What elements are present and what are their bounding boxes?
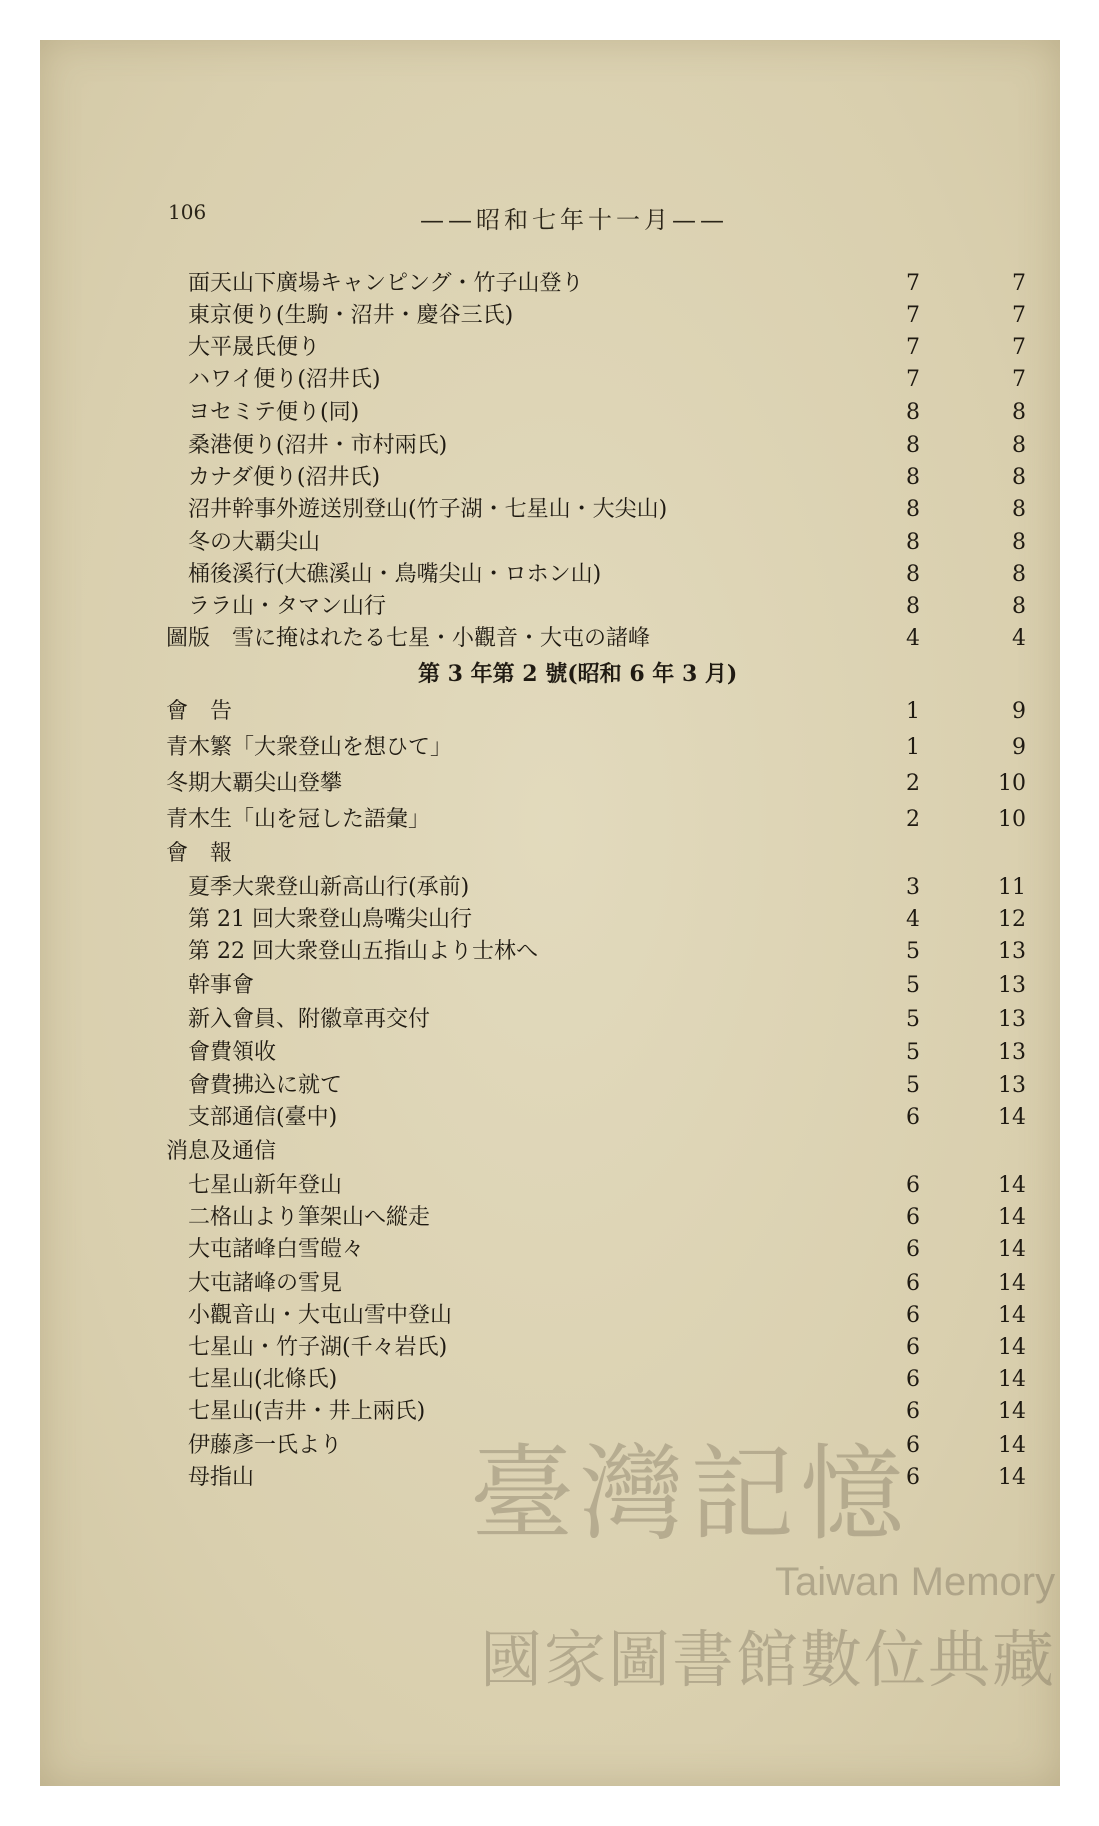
entry-title: 支部通信(臺中) bbox=[188, 1105, 338, 1130]
entry-title: 大屯諸峰白雪皚々 bbox=[188, 1237, 365, 1262]
entry-page-issue: 8 bbox=[906, 497, 920, 522]
toc-entry bbox=[40, 1266, 1060, 1302]
entry-title: 冬の大覇尖山 bbox=[188, 530, 321, 555]
page-number: 106 bbox=[168, 200, 207, 224]
toc-entry bbox=[40, 934, 1060, 970]
entry-title: ハワイ便り(沼井氏) bbox=[188, 367, 381, 392]
entry-page-cumulative: 9 bbox=[1012, 735, 1026, 760]
toc-entry bbox=[40, 525, 1060, 561]
toc-entry bbox=[40, 802, 1060, 838]
watermark-title: 臺灣記憶 bbox=[470, 1433, 911, 1555]
entry-page-issue: 8 bbox=[906, 562, 920, 587]
entry-title: 夏季大衆登山新高山行(承前) bbox=[188, 875, 470, 900]
entry-page-issue: 6 bbox=[906, 1303, 920, 1328]
entry-title: 青木生「山を冠した語彙」 bbox=[166, 807, 431, 832]
entry-page-cumulative: 13 bbox=[998, 939, 1026, 964]
entry-title: 冬期大覇尖山登攀 bbox=[166, 771, 343, 796]
entry-page-issue: 8 bbox=[906, 465, 920, 490]
entry-page-cumulative: 14 bbox=[998, 1303, 1026, 1328]
entry-page-cumulative: 8 bbox=[1012, 497, 1026, 522]
scanned-page bbox=[40, 40, 1060, 1786]
toc-entry bbox=[40, 621, 1060, 657]
entry-title: 幹事會 bbox=[188, 973, 255, 998]
entry-title: 七星山(北條氏) bbox=[188, 1367, 338, 1392]
entry-title: カナダ便り(沼井氏) bbox=[188, 465, 381, 490]
entry-title: 大屯諸峰の雪見 bbox=[188, 1271, 343, 1296]
toc-entry bbox=[40, 1134, 1060, 1170]
toc-entry bbox=[40, 330, 1060, 366]
toc-entry bbox=[40, 1394, 1060, 1430]
entry-page-issue: 6 bbox=[906, 1237, 920, 1262]
toc-entry bbox=[40, 902, 1060, 938]
entry-page-cumulative: 10 bbox=[998, 807, 1026, 832]
entry-page-cumulative: 8 bbox=[1012, 562, 1026, 587]
running-head: ——昭和七年十一月—— bbox=[420, 206, 728, 234]
entry-title: 七星山(吉井・井上兩氏) bbox=[188, 1399, 426, 1424]
entry-page-cumulative: 10 bbox=[998, 771, 1026, 796]
entry-page-cumulative: 14 bbox=[998, 1237, 1026, 1262]
toc-entry bbox=[40, 1035, 1060, 1071]
toc-entry bbox=[40, 730, 1060, 766]
entry-title: 第 22 回大衆登山五指山より士林へ bbox=[188, 939, 538, 964]
toc-entry bbox=[40, 836, 1060, 872]
entry-page-issue: 2 bbox=[906, 771, 920, 796]
entry-title: ヨセミテ便り(同) bbox=[188, 400, 360, 425]
entry-page-cumulative: 9 bbox=[1012, 699, 1026, 724]
toc-entry bbox=[40, 1232, 1060, 1268]
entry-page-issue: 7 bbox=[906, 335, 920, 360]
entry-title: 七星山・竹子湖(千々岩氏) bbox=[188, 1335, 448, 1360]
entry-page-issue: 5 bbox=[906, 939, 920, 964]
entry-page-cumulative: 14 bbox=[998, 1433, 1026, 1458]
entry-page-issue: 6 bbox=[906, 1367, 920, 1392]
entry-page-cumulative: 7 bbox=[1012, 367, 1026, 392]
toc-entry bbox=[40, 557, 1060, 593]
entry-title: 伊藤彥一氏より bbox=[188, 1433, 343, 1458]
toc-entry bbox=[40, 460, 1060, 496]
entry-page-cumulative: 14 bbox=[998, 1367, 1026, 1392]
entry-page-issue: 8 bbox=[906, 400, 920, 425]
entry-page-cumulative: 13 bbox=[998, 973, 1026, 998]
toc-entry bbox=[40, 968, 1060, 1004]
toc-entry bbox=[40, 1168, 1060, 1204]
toc-entry bbox=[40, 492, 1060, 528]
entry-page-issue: 6 bbox=[906, 1271, 920, 1296]
toc-entry bbox=[40, 1200, 1060, 1236]
toc-entry bbox=[40, 1362, 1060, 1398]
entry-page-cumulative: 14 bbox=[998, 1335, 1026, 1360]
toc-entry bbox=[40, 1298, 1060, 1334]
toc-entry bbox=[40, 1002, 1060, 1038]
entry-page-cumulative: 11 bbox=[998, 875, 1026, 900]
entry-page-issue: 6 bbox=[906, 1205, 920, 1230]
toc-entry bbox=[40, 362, 1060, 398]
entry-page-issue: 6 bbox=[906, 1399, 920, 1424]
entry-page-issue: 7 bbox=[906, 271, 920, 296]
entry-title: 桑港便り(沼井・市村兩氏) bbox=[188, 433, 448, 458]
entry-page-cumulative: 12 bbox=[998, 907, 1026, 932]
entry-page-issue: 1 bbox=[906, 699, 920, 724]
entry-page-cumulative: 7 bbox=[1012, 271, 1026, 296]
entry-page-issue: 6 bbox=[906, 1105, 920, 1130]
entry-page-issue: 5 bbox=[906, 1073, 920, 1098]
entry-page-cumulative: 7 bbox=[1012, 335, 1026, 360]
entry-page-cumulative: 14 bbox=[998, 1205, 1026, 1230]
entry-page-cumulative: 13 bbox=[998, 1073, 1026, 1098]
entry-title: 小觀音山・大屯山雪中登山 bbox=[188, 1303, 453, 1328]
entry-page-issue: 1 bbox=[906, 735, 920, 760]
entry-page-issue: 5 bbox=[906, 973, 920, 998]
entry-title: 新入會員、附徽章再交付 bbox=[188, 1007, 431, 1032]
entry-title: 面天山下廣場キャンピング・竹子山登り bbox=[188, 271, 584, 296]
entry-page-issue: 3 bbox=[906, 875, 920, 900]
entry-title: 會 告 bbox=[166, 699, 233, 724]
entry-page-issue: 7 bbox=[906, 303, 920, 328]
entry-title: 青木繁「大衆登山を想ひて」 bbox=[166, 735, 453, 760]
entry-title: 會費領收 bbox=[188, 1040, 277, 1065]
entry-page-cumulative: 7 bbox=[1012, 303, 1026, 328]
entry-page-issue: 8 bbox=[906, 433, 920, 458]
entry-page-issue: 8 bbox=[906, 594, 920, 619]
entry-title: 會 報 bbox=[166, 841, 233, 866]
entry-page-issue: 6 bbox=[906, 1335, 920, 1360]
entry-page-cumulative: 13 bbox=[998, 1007, 1026, 1032]
watermark-english: Taiwan Memory bbox=[775, 1560, 1056, 1604]
entry-page-cumulative: 8 bbox=[1012, 400, 1026, 425]
entry-page-issue: 6 bbox=[906, 1173, 920, 1198]
entry-title: 第 21 回大衆登山鳥嘴尖山行 bbox=[188, 907, 472, 932]
entry-title: 會費拂込に就て bbox=[188, 1073, 343, 1098]
toc-entry bbox=[40, 1068, 1060, 1104]
entry-page-issue: 7 bbox=[906, 367, 920, 392]
toc-entry bbox=[40, 694, 1060, 730]
entry-page-cumulative: 14 bbox=[998, 1465, 1026, 1490]
toc-entry bbox=[40, 870, 1060, 906]
toc-entry bbox=[40, 1428, 1060, 1464]
watermark-subtitle: 國家圖書館數位典藏 bbox=[480, 1623, 1057, 1696]
entry-page-cumulative: 8 bbox=[1012, 594, 1026, 619]
toc-entry bbox=[40, 589, 1060, 625]
entry-title: 沼井幹事外遊送別登山(竹子湖・七星山・大尖山) bbox=[188, 497, 668, 522]
entry-title: ララ山・タマン山行 bbox=[188, 594, 387, 619]
entry-page-issue: 4 bbox=[906, 907, 920, 932]
toc-entry bbox=[40, 298, 1060, 334]
entry-page-issue: 6 bbox=[906, 1465, 920, 1490]
toc-entry bbox=[40, 266, 1060, 302]
entry-title: 桶後溪行(大礁溪山・鳥嘴尖山・ロホン山) bbox=[188, 562, 602, 587]
entry-title: 消息及通信 bbox=[166, 1139, 277, 1164]
entry-page-cumulative: 13 bbox=[998, 1040, 1026, 1065]
entry-page-cumulative: 4 bbox=[1012, 626, 1026, 651]
entry-page-issue: 8 bbox=[906, 530, 920, 555]
entry-title: 二格山より筆架山へ縱走 bbox=[188, 1205, 431, 1230]
entry-page-cumulative: 14 bbox=[998, 1105, 1026, 1130]
entry-page-cumulative: 8 bbox=[1012, 530, 1026, 555]
toc-entry bbox=[40, 395, 1060, 431]
entry-title: 圖版 雪に掩はれたる七星・小觀音・大屯の諸峰 bbox=[166, 626, 651, 651]
issue-heading-text: 第 3 年第 2 號(昭和 6 年 3 月) bbox=[418, 661, 738, 687]
toc-entry bbox=[40, 1100, 1060, 1136]
toc-entry bbox=[40, 428, 1060, 464]
entry-title: 母指山 bbox=[188, 1465, 255, 1490]
entry-page-issue: 4 bbox=[906, 626, 920, 651]
entry-page-cumulative: 14 bbox=[998, 1271, 1026, 1296]
entry-title: 七星山新年登山 bbox=[188, 1173, 343, 1198]
entry-page-issue: 5 bbox=[906, 1040, 920, 1065]
entry-page-issue: 2 bbox=[906, 807, 920, 832]
entry-page-issue: 5 bbox=[906, 1007, 920, 1032]
entry-page-cumulative: 8 bbox=[1012, 465, 1026, 490]
entry-title: 東京便り(生駒・沼井・慶谷三氏) bbox=[188, 303, 514, 328]
toc-entry bbox=[40, 766, 1060, 802]
entry-page-cumulative: 14 bbox=[998, 1399, 1026, 1424]
entry-page-issue: 6 bbox=[906, 1433, 920, 1458]
toc-entry bbox=[40, 1330, 1060, 1366]
toc-entry bbox=[40, 1460, 1060, 1496]
entry-title: 大平晟氏便り bbox=[188, 335, 321, 360]
entry-page-cumulative: 14 bbox=[998, 1173, 1026, 1198]
entry-page-cumulative: 8 bbox=[1012, 433, 1026, 458]
